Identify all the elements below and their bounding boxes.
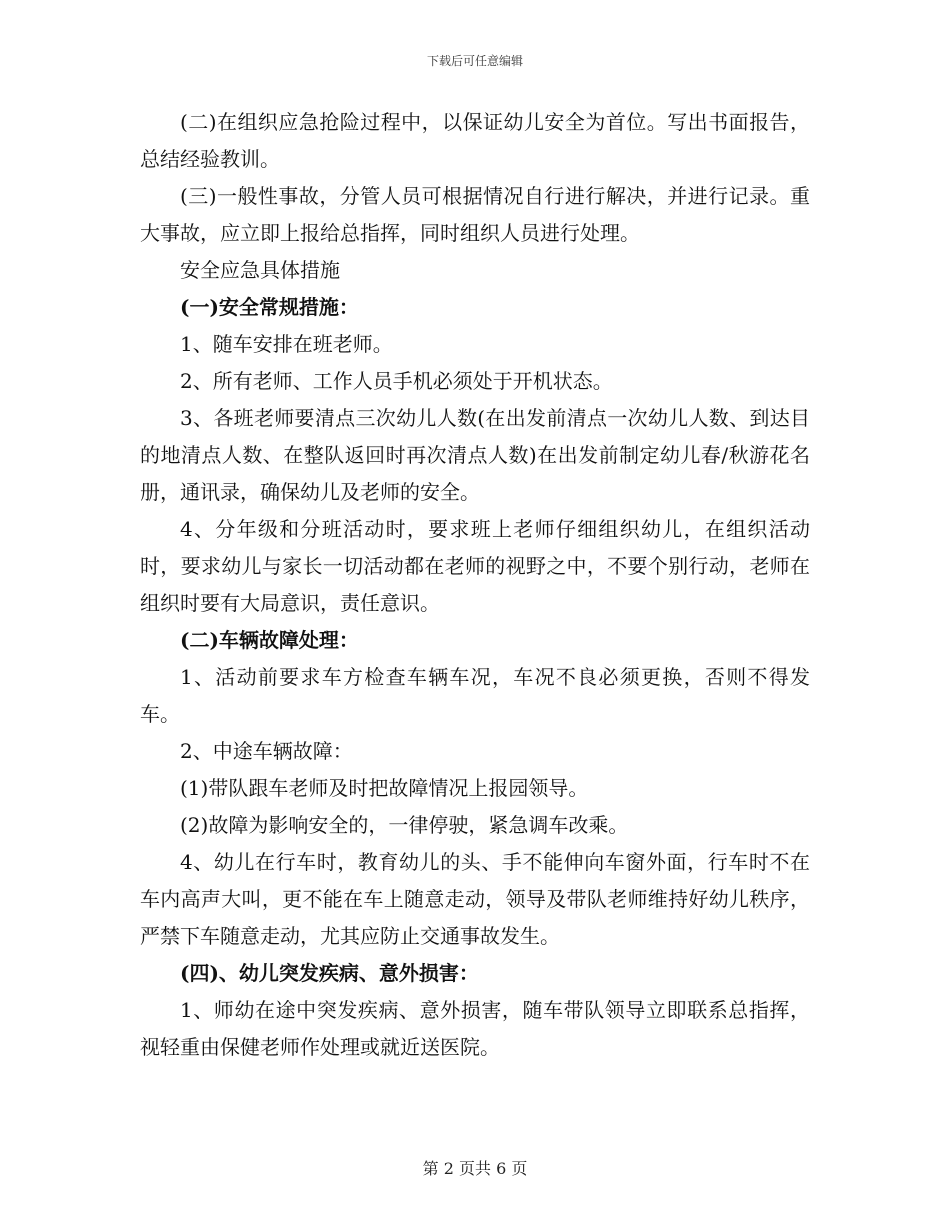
section-heading: (二)车辆故障处理： (180, 628, 359, 652)
paragraph: 1、随车安排在班老师。 (180, 332, 393, 356)
page-footer: 第 2 页共 6 页 (422, 1159, 528, 1178)
section-heading: (一)安全常规措施： (180, 295, 359, 319)
page-header: 下载后可任意编辑 (426, 54, 523, 68)
paragraph: (三)一般性事故，分管人员可根据情况自行进行解决，并进行记录。重大事故，应立即上报给总指挥，同时组织人员进行处理。 (140, 184, 810, 245)
paragraph: 2、中途车辆故障： (180, 739, 353, 763)
paragraph: 2、所有老师、工作人员手机必须处于开机状态。 (180, 369, 613, 393)
paragraph: (二)在组织应急抢险过程中，以保证幼儿安全为首位。写出书面报告，总结经验教训。 (140, 110, 810, 171)
document-body (140, 104, 810, 1066)
paragraph: 1、活动前要求车方检查车辆车况，车况不良必须更换，否则不得发车。 (140, 665, 810, 726)
paragraph: 4、分年级和分班活动时，要求班上老师仔细组织幼儿，在组织活动时，要求幼儿与家长一切活动都在老师的视野之中，不要个别行动，老师在组织时要有大局意识，责任意识。 (140, 517, 810, 615)
paragraph: 3、各班老师要清点三次幼儿人数(在出发前清点一次幼儿人数、到达目的地清点人数、在整队返回时再次清点人数)在出发前制定幼儿春/秋游花名册，通讯录，确保幼儿及老师的安全。 (140, 406, 810, 504)
paragraph: 1、师幼在途中突发疾病、意外损害，随车带队领导立即联系总指挥，视轻重由保健老师作处理或就近送医院。 (140, 998, 810, 1059)
section-heading: (四)、幼儿突发疾病、意外损害： (180, 961, 479, 985)
paragraph: 4、幼儿在行车时，教育幼儿的头、手不能伸向车窗外面，行车时不在车内高声大叫，更不能在车上随意走动，领导及带队老师维持好幼儿秩序，严禁下车随意走动，尤其应防止交通事故发生。 (140, 850, 810, 948)
paragraph: 安全应急具体措施 (180, 258, 340, 282)
paragraph: (1)带队跟车老师及时把故障情况上报园领导。 (180, 776, 589, 800)
paragraph: (2)故障为影响安全的，一律停驶，紧急调车改乘。 (180, 813, 629, 837)
